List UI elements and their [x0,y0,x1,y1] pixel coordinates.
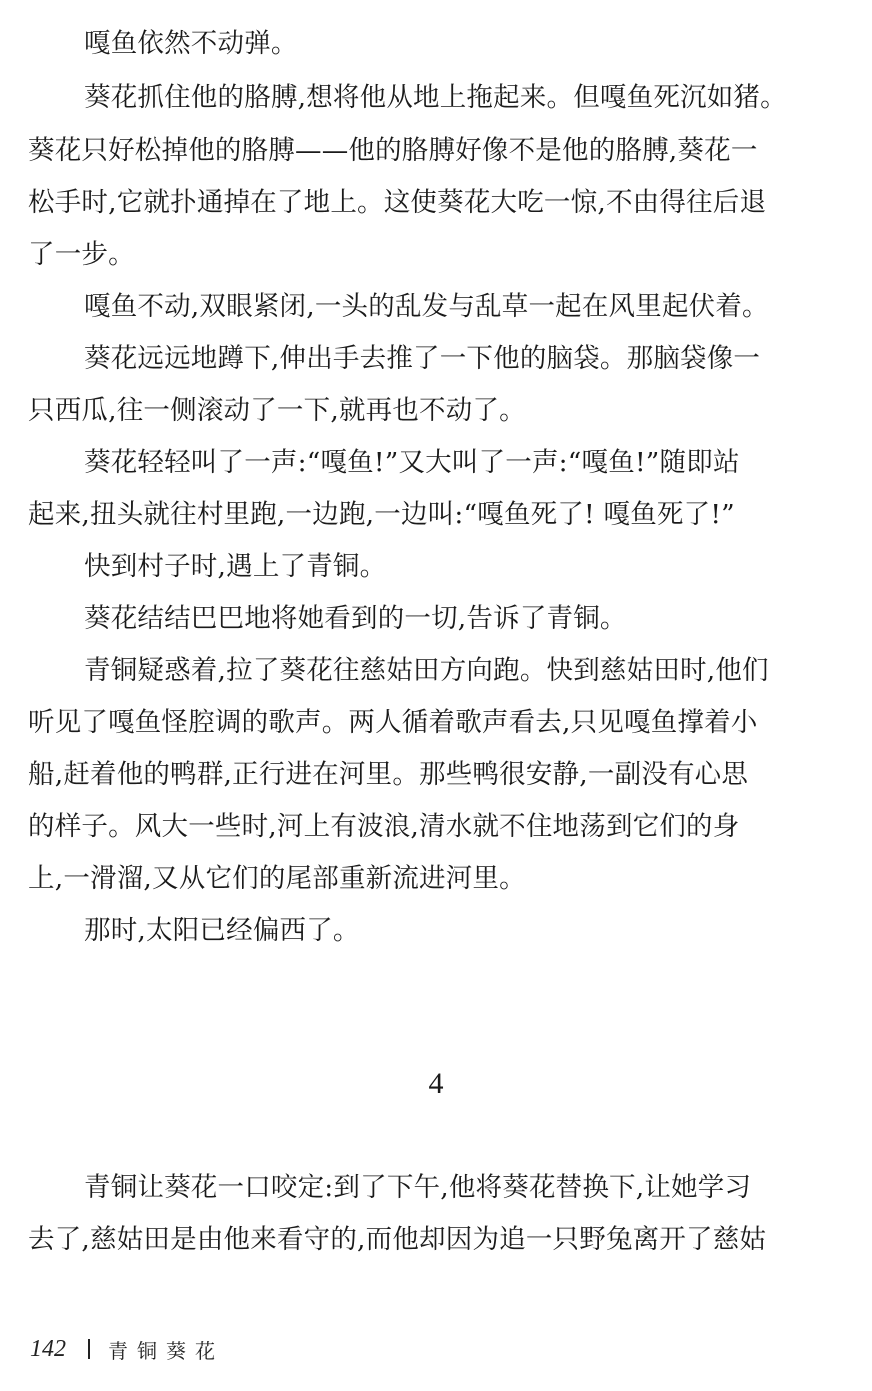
text-line: 只西瓜,往一侧滚动了一下,就再也不动了。 [28,395,526,426]
text-line: 那时,太阳已经偏西了。 [84,915,360,946]
text-line: 的样子。风大一些时,河上有波浪,清水就不住地荡到它们的身 [28,811,740,842]
footer-divider [88,1339,90,1359]
page-number: 142 [30,1335,66,1362]
text-line: 葵花只好松掉他的胳膊——他的胳膊好像不是他的胳膊,葵花一 [28,135,758,166]
text-line: 葵花轻轻叫了一声:“嘎鱼!”又大叫了一声:“嘎鱼!”随即站 [84,447,740,478]
page-footer [30,1332,224,1366]
text-line: 青铜疑惑着,拉了葵花往慈姑田方向跑。快到慈姑田时,他们 [84,655,769,686]
section-number: 4 [428,1067,444,1100]
text-line: 葵花抓住他的胳膊,想将他从地上拖起来。但嘎鱼死沉如猪。 [84,82,787,113]
text-line: 船,赶着他的鸭群,正行进在河里。那些鸭很安静,一副没有心思 [28,759,749,790]
text-line: 松手时,它就扑通掉在了地上。这使葵花大吃一惊,不由得往后退 [28,187,767,218]
text-line: 葵花结结巴巴地将她看到的一切,告诉了青铜。 [84,603,627,634]
text-line: 葵花远远地蹲下,伸出手去推了一下他的脑袋。那脑袋像一 [84,343,761,374]
text-line: 青铜让葵花一口咬定:到了下午,他将葵花替换下,让她学习 [84,1172,752,1203]
text-line: 去了,慈姑田是由他来看守的,而他却因为追一只野兔离开了慈姑 [28,1224,767,1255]
text-line: 听见了嘎鱼怪腔调的歌声。两人循着歌声看去,只见嘎鱼撑着小 [28,707,758,738]
text-line: 了一步。 [28,239,135,270]
text-line: 起来,扭头就往村里跑,一边跑,一边叫:“嘎鱼死了! 嘎鱼死了!” [28,499,735,530]
text-line: 嘎鱼依然不动弹。 [84,28,298,59]
text-line: 嘎鱼不动,双眼紧闭,一头的乱发与乱草一起在风里起伏着。 [84,291,769,322]
text-line: 上,一滑溜,又从它们的尾部重新流进河里。 [28,863,526,894]
book-title: 青铜葵花 [108,1338,224,1363]
text-line: 快到村子时,遇上了青铜。 [84,551,387,582]
